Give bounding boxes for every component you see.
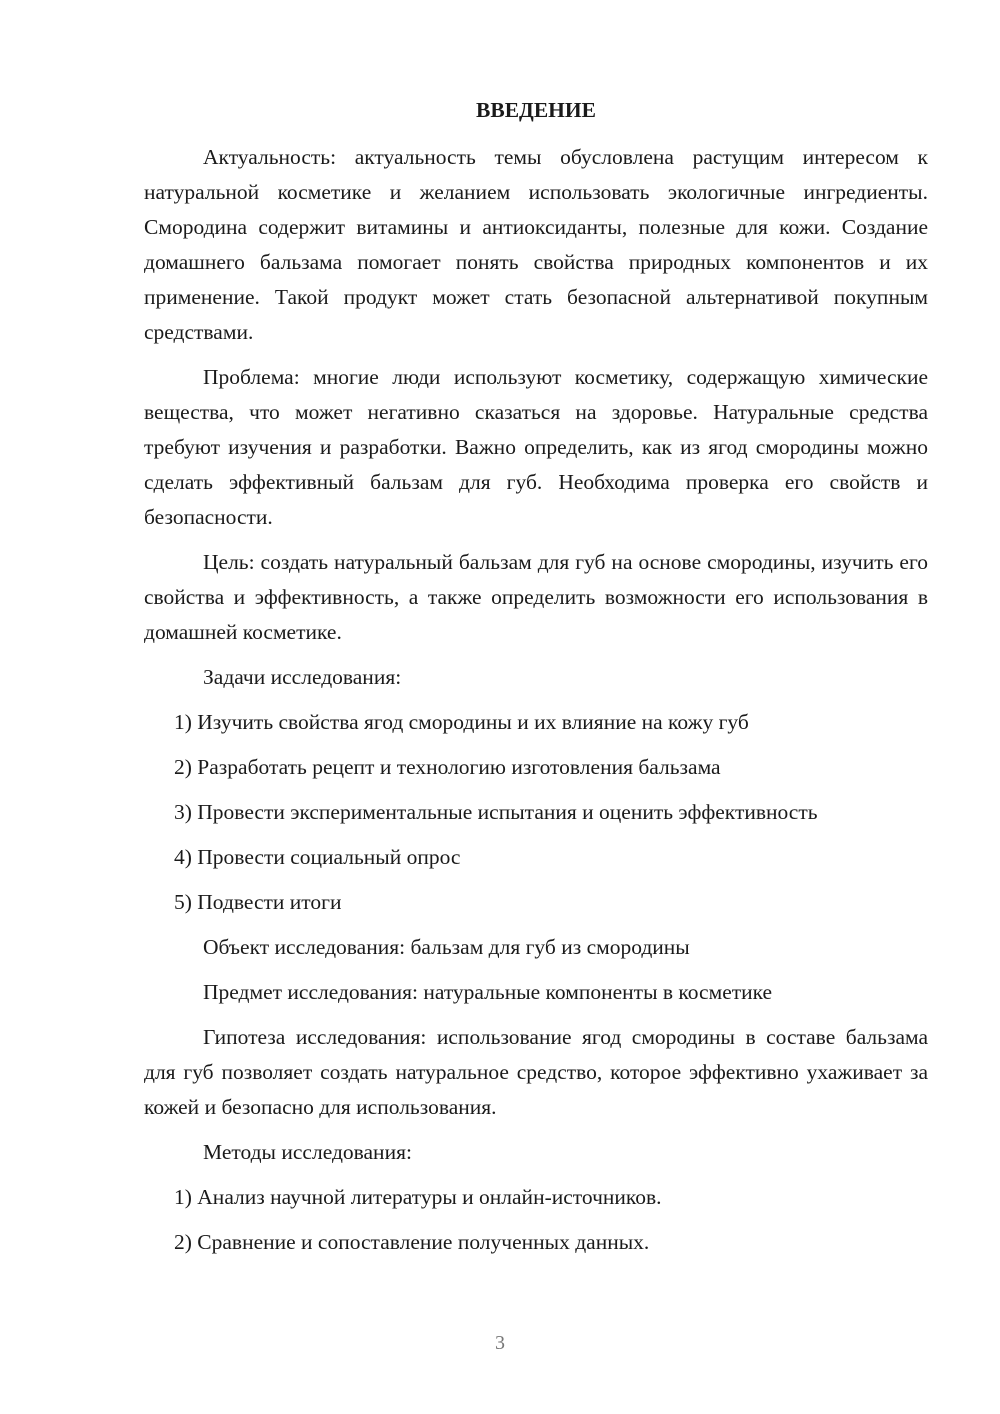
- task-item: 1) Изучить свойства ягод смородины и их влияние на кожу губ: [174, 710, 749, 734]
- task-item: 5) Подвести итоги: [174, 890, 342, 914]
- task-item: 2) Разработать рецепт и технологию изготовления бальзама: [174, 755, 721, 779]
- method-item: 1) Анализ научной литературы и онлайн-источников.: [174, 1185, 662, 1209]
- object-line: Объект исследования: бальзам для губ из смородины: [203, 935, 690, 959]
- document-page: [144, 92, 928, 1270]
- methods-title: Методы исследования:: [203, 1140, 412, 1164]
- relevance-paragraph: Актуальность: актуальность темы обусловлена растущим интересом к натуральной косметике и желанием использовать экологичные ингредиенты. Смородина содержит витамины и антиоксиданты, полезные для кожи. Создание домашнего бальзама помогает понять свойства природных компонентов и их применение. Такой продукт может стать безопасной альтернативой покупным средствами.: [144, 145, 928, 344]
- hypothesis-paragraph: Гипотеза исследования: использование ягод смородины в составе бальзама для губ позволяет создать натуральное средство, которое эффективно ухаживает за кожей и безопасно для использования.: [144, 1025, 928, 1119]
- method-item: 2) Сравнение и сопоставление полученных данных.: [174, 1230, 650, 1254]
- methods-list: [144, 1180, 928, 1260]
- subject-line: Предмет исследования: натуральные компоненты в косметике: [203, 980, 773, 1004]
- task-item: 4) Провести социальный опрос: [174, 845, 461, 869]
- section-heading: ВВЕДЕНИЕ: [476, 98, 596, 122]
- task-item: 3) Провести экспериментальные испытания и оценить эффективность: [174, 800, 818, 824]
- tasks-list: [144, 705, 928, 920]
- problem-paragraph: Проблема: многие люди используют косметику, содержащую химические вещества, что может негативно сказаться на здоровье. Натуральные средства требуют изучения и разработки. Важно определить, как из ягод смородины можно сделать эффективный бальзам для губ. Необходима проверка его свойств и безопасности.: [144, 365, 928, 529]
- page-number: 3: [495, 1332, 505, 1354]
- goal-paragraph: Цель: создать натуральный бальзам для губ на основе смородины, изучить его свойства и эффективность, а также определить возможности его использования в домашней косметике.: [144, 550, 928, 644]
- tasks-title: Задачи исследования:: [203, 665, 402, 689]
